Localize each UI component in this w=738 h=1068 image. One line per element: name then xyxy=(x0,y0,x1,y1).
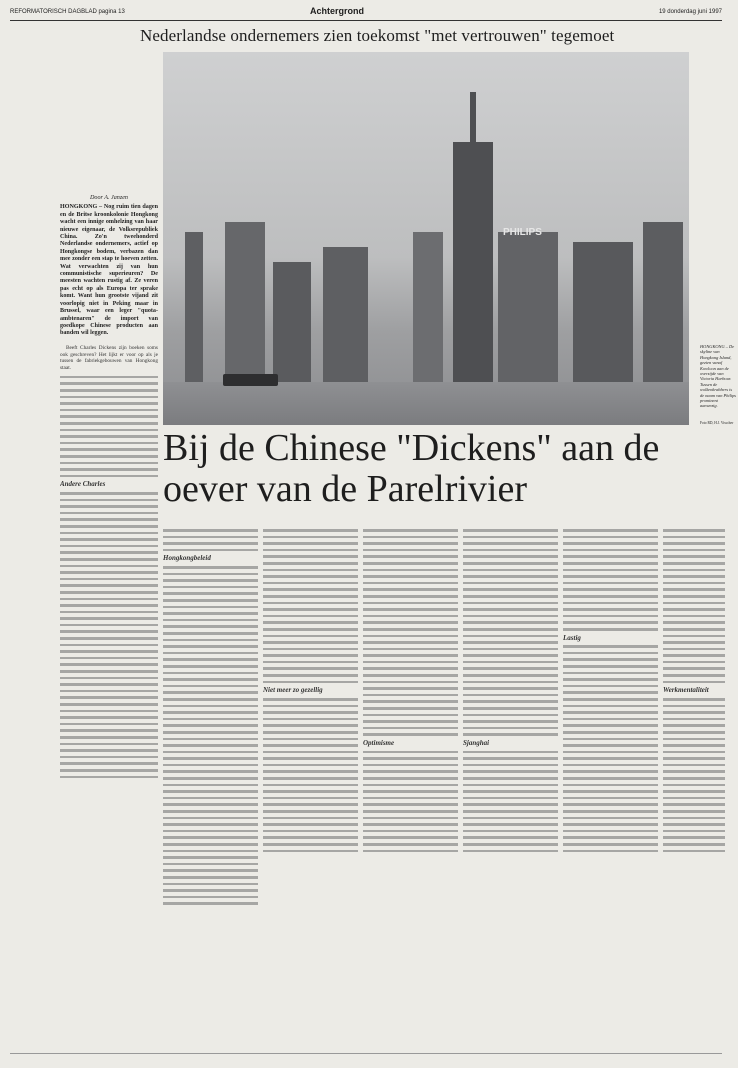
harbour-water xyxy=(163,382,689,425)
byline: Door A. Janzen xyxy=(90,195,128,201)
skyline-photo xyxy=(163,52,689,425)
lead-text: HONGKONG – Nog ruim tien dagen en de Britse kroonkolonie Hongkong wacht een innige omhelzing van haar nieuwe eigenaar, de Volksrepubliek China. Zo'n tweehonderd Nederlandse ondernemers, actief op Hongkongse bodem, verbazen dan mee zonder een stap te hoeven zetten. Wat verwachten zij van hun communistische superieuren? De meesten wachten rustig af. Ze veren pas echt op als Europa ter sprake komt. Want hun grootste vijand zit voorlopig niet in Peking maar in Brussel, waar een leger "quota-ambtenaren" de import van goedkope Chinese producten aan banden wil leggen. xyxy=(60,204,158,337)
page-date: 19 donderdag juni 1997 xyxy=(658,9,722,15)
lead-paragraph xyxy=(60,195,158,338)
newspaper-name: REFORMATORISCH DAGBLAD pagina 13 xyxy=(10,9,125,15)
subhead-optimisme: Optimisme xyxy=(363,739,395,747)
column-6 xyxy=(563,525,658,1045)
subhead-hongkongbeleid: Hongkongbeleid xyxy=(163,554,211,563)
subhead-andere-charles: Andere Charles xyxy=(60,480,106,489)
subhead-werkmentaliteit: Werkmentaliteit xyxy=(663,686,709,695)
photo-credit: Foto RD, H.J. Visscher xyxy=(700,421,734,425)
column-3 xyxy=(263,525,358,1045)
column-5 xyxy=(463,525,558,1045)
column-2 xyxy=(163,525,258,1045)
col1-text: Beeft Charles Dickens zijn boeken soms ook geschreven? Het lijkt er voor op als je tussen de fabriekgebouwen van Hongkong staat. xyxy=(60,345,158,372)
column-7 xyxy=(663,525,725,1045)
subhead-niet-meer-zo-gezellig: Niet meer zo gezellig xyxy=(263,686,323,695)
philips-sign: PHILIPS xyxy=(503,227,542,238)
article-kicker: Nederlandse ondernemers zien toekomst "met vertrouwen" tegemoet xyxy=(140,26,615,45)
section-title: Achtergrond xyxy=(310,6,364,16)
page-header xyxy=(10,6,722,21)
column-1 xyxy=(60,345,158,1045)
boat xyxy=(223,374,278,386)
page-footer-rule xyxy=(10,1053,722,1062)
column-4 xyxy=(363,525,458,1045)
subhead-lastig: Lastig xyxy=(563,633,581,642)
subhead-sjanghai: Sjanghai xyxy=(463,739,490,747)
photo-caption: HONGKONG – De skyline van Hongkong Island, gezien vanaf Kowloon aan de overzijde van Victoria Harbour. Tussen de wolkenkrabbers is de naam van Philips prominent aanwezig. xyxy=(700,344,736,409)
main-headline: Bij de Chinese "Dickens" aan de oever van de Parelrivier xyxy=(163,427,660,510)
